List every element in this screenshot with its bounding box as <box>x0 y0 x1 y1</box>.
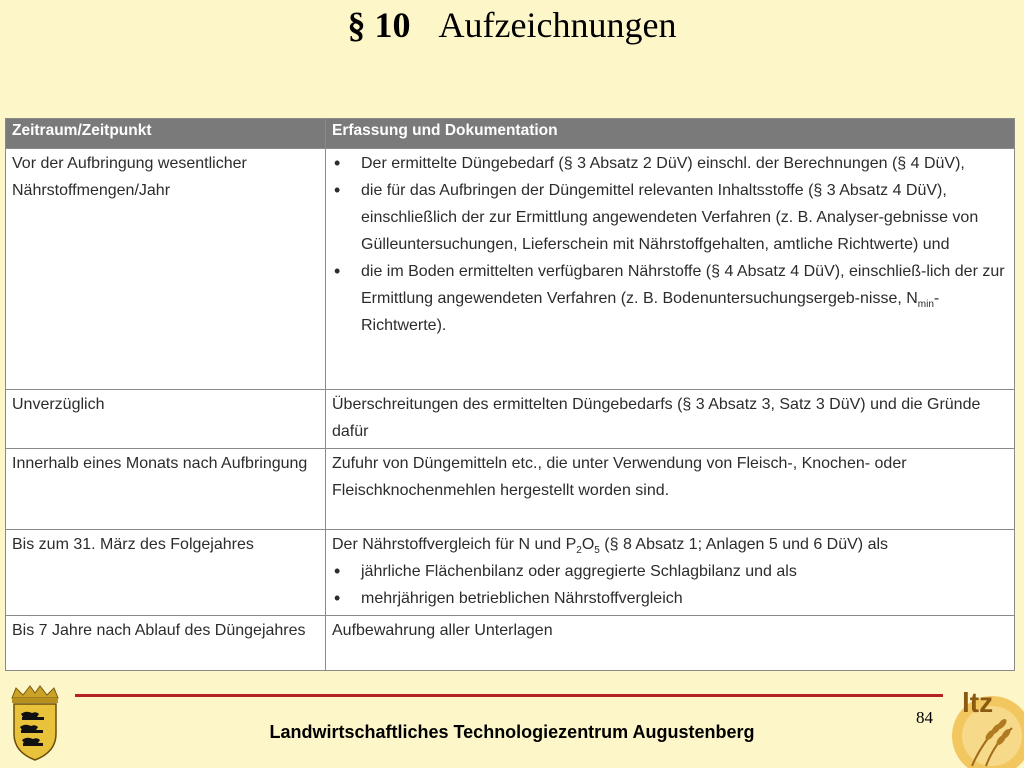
records-table <box>5 118 1015 671</box>
page-number: 84 <box>916 708 933 727</box>
list-item <box>332 258 1008 339</box>
list-item: • mehrjährigen betrieblichen Nährstoffvergleich <box>332 585 1008 612</box>
documentation-cell <box>326 149 1015 390</box>
list-item-text: die im Boden ermittelten verfügbaren Nährstoffe (§ 4 Absatz 4 DüV), einschließ-lich der zur Ermittlung angewendeten Verfahren (z. B. Bodenuntersuchungsergeb-nisse, N <box>361 263 1005 307</box>
period-cell: Unverzüglich <box>6 390 326 449</box>
ltz-logo-icon <box>946 684 1024 768</box>
documentation-cell: Überschreitungen des ermittelten Düngebedarfs (§ 3 Absatz 3, Satz 3 DüV) und die Gründe dafür <box>326 390 1015 449</box>
section-number: § 10 <box>347 5 411 45</box>
intro-text: O <box>581 536 595 553</box>
period-cell: Bis zum 31. März des Folgejahres <box>6 530 326 616</box>
table-row <box>6 149 1015 390</box>
footer-divider <box>75 694 943 697</box>
subscript: 2 <box>576 545 582 556</box>
table-row <box>6 616 1015 671</box>
table-row <box>6 530 1015 616</box>
table-header-row <box>6 119 1015 149</box>
slide-title <box>0 4 1024 46</box>
table-row <box>6 390 1015 449</box>
cell-intro <box>332 531 1008 558</box>
list-item: • die für das Aufbringen der Düngemittel relevanten Inhaltsstoffe (§ 3 Absatz 4 DüV), einschließlich der zur Ermittlung angewendeten Verfahren (z. B. Analyser-gebnisse von Gülleuntersuchungen, Lieferschein mit Nährstoffgehalten, amtliche Richtwerte) und <box>332 177 1008 258</box>
subscript: 5 <box>594 545 600 556</box>
intro-text: (§ 8 Absatz 1; Anlagen 5 und 6 DüV) als <box>599 536 889 553</box>
intro-text: Der Nährstoffvergleich für N und P <box>332 536 577 553</box>
bullet-list <box>332 150 1008 339</box>
documentation-cell: Zufuhr von Düngemitteln etc., die unter Verwendung von Fleisch-, Knochen- oder Fleischknochenmehlen hergestellt worden sind. <box>326 449 1015 530</box>
column-header-documentation: Erfassung und Dokumentation <box>326 119 1015 149</box>
documentation-cell <box>326 530 1015 616</box>
bullet-list <box>332 558 1008 612</box>
documentation-cell: Aufbewahrung aller Unterlagen <box>326 616 1015 671</box>
period-cell: Vor der Aufbringung wesentlicher Nährstoffmengen/Jahr <box>6 149 326 390</box>
subscript: min <box>917 299 934 310</box>
list-item-text: -Richtwerte). <box>361 290 940 334</box>
list-item: • jährliche Flächenbilanz oder aggregierte Schlagbilanz und als <box>332 558 1008 585</box>
title-text: Aufzeichnungen <box>438 5 677 45</box>
column-header-period: Zeitraum/Zeitpunkt <box>6 119 326 149</box>
table-row <box>6 449 1015 530</box>
ltz-logo-text: ltz <box>962 687 994 718</box>
period-cell: Innerhalb eines Monats nach Aufbringung <box>6 449 326 530</box>
footer-institution-name: Landwirtschaftliches Technologiezentrum Augustenberg <box>269 722 755 742</box>
period-cell: Bis 7 Jahre nach Ablauf des Düngejahres <box>6 616 326 671</box>
list-item: • Der ermittelte Düngebedarf (§ 3 Absatz 2 DüV) einschl. der Berechnungen (§ 4 DüV), <box>332 150 1008 177</box>
